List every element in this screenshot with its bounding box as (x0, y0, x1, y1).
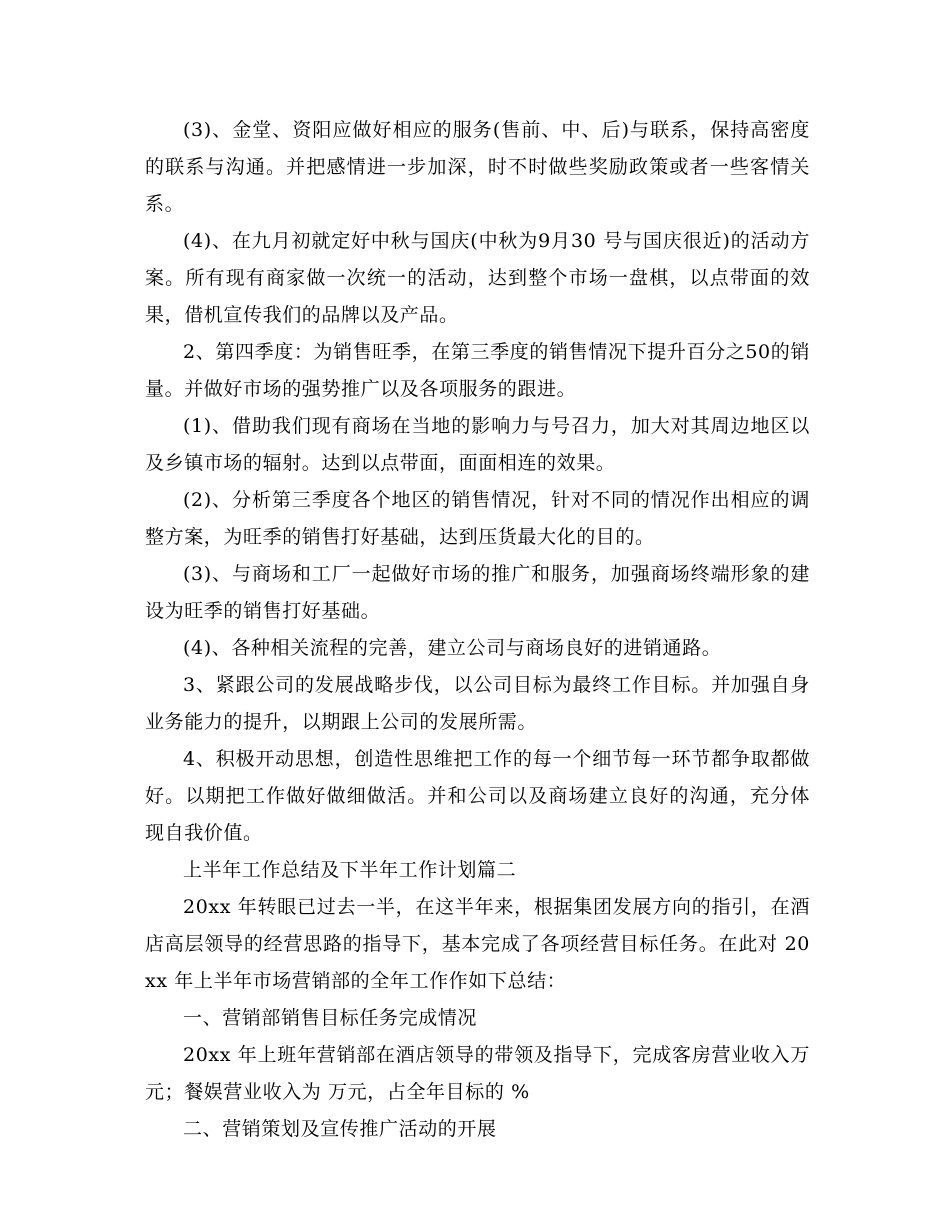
paragraph-3-jintang-ziyang: (3)、金堂、资阳应做好相应的服务(售前、中、后)与联系，保持高密度的联系与沟通。并把感情进一步加深，时不时做些奖励政策或者一些客情关系。 (145, 119, 810, 215)
heading-sales-target: 一、营销部销售目标任务完成情况 (183, 1007, 478, 1029)
paragraph-4-creative-thinking: 4、积极开动思想，创造性思维把工作的每一个细节每一环节都争取都做好。以期把工作做好做细做活。并和公司以及商场建立良好的沟通，充分体现自我价值。 (145, 748, 810, 844)
paragraph-2-q3-analysis: (2)、分析第三季度各个地区的销售情况，针对不同的情况作出相应的调整方案，为旺季的销售打好基础，达到压货最大化的目的。 (145, 489, 810, 548)
section-title-part-two: 上半年工作总结及下半年工作计划篇二 (183, 859, 517, 881)
paragraph-4-process-improvement: (4)、各种相关流程的完善，建立公司与商场良好的进销通路。 (183, 637, 722, 659)
paragraph-3-strategy: 3、紧跟公司的发展战略步伐，以公司目标为最终工作目标。并加强自身业务能力的提升，以期跟上公司的发展所需。 (145, 674, 810, 733)
heading-marketing-planning: 二、营销策划及宣传推广活动的开展 (183, 1118, 497, 1140)
paragraph-q4-sales: 2、第四季度：为销售旺季，在第三季度的销售情况下提升百分之50的销量。并做好市场的强势推广以及各项服务的跟进。 (145, 341, 810, 400)
paragraph-sales-results: 20xx 年上班年营销部在酒店领导的带领及指导下，完成客房营业收入万元；餐娱营业收入为 万元，占全年目标的 % (145, 1044, 810, 1103)
paragraph-half-year-intro: 20xx 年转眼已过去一半，在这半年来，根据集团发展方向的指引，在酒店高层领导的经营思路的指导下，基本完成了各项经营目标任务。在此对 20xx 年上半年市场营销部的全年工作作如下总结： (145, 896, 810, 992)
paragraph-3-promotion-service: (3)、与商场和工厂一起做好市场的推广和服务，加强商场终端形象的建设为旺季的销售打好基础。 (145, 563, 810, 622)
paragraph-4-mid-autumn-plan: (4)、在九月初就定好中秋与国庆(中秋为9月30 号与国庆很近)的活动方案。所有现有商家做一次统一的活动，达到整个市场一盘棋，以点带面的效果，借机宣传我们的品牌以及产品。 (145, 230, 810, 326)
document-body (145, 112, 810, 1148)
paragraph-1-market-radiation: (1)、借助我们现有商场在当地的影响力与号召力，加大对其周边地区以及乡镇市场的辐射。达到以点带面，面面相连的效果。 (145, 415, 810, 474)
